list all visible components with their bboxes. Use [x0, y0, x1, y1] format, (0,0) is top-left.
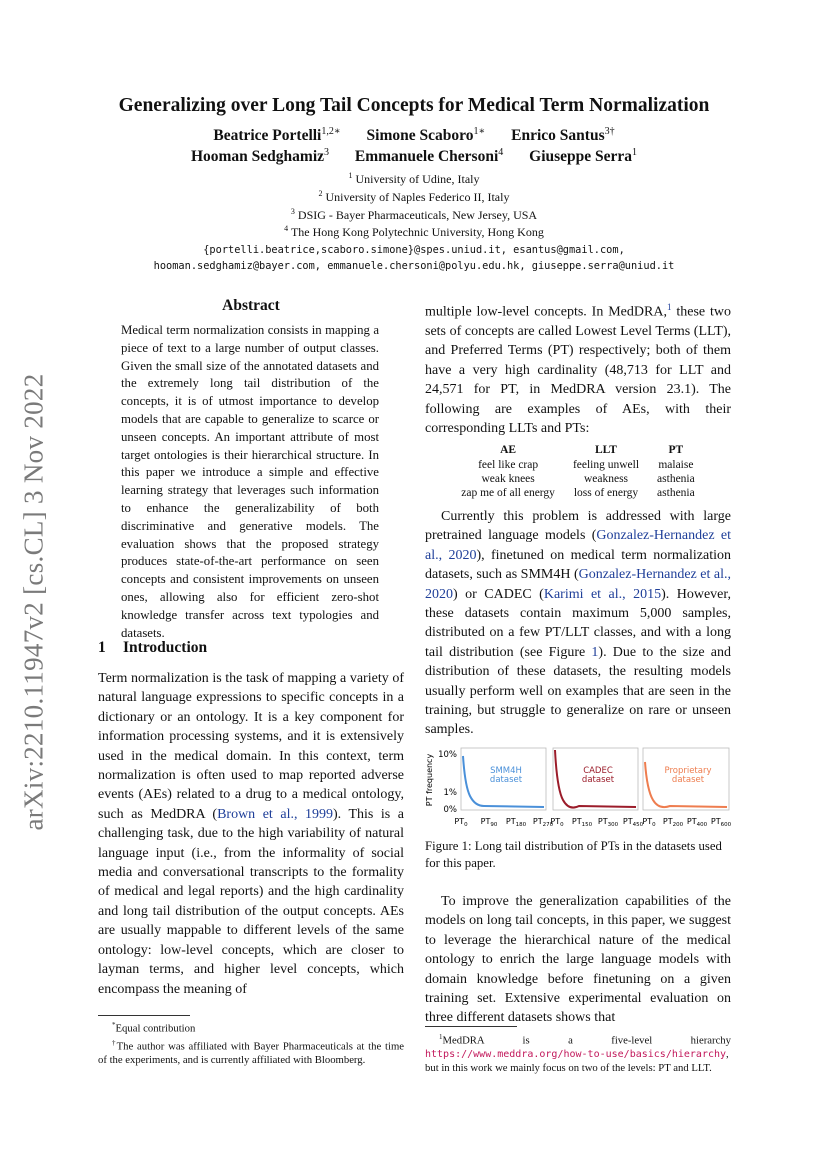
x-tick-label: $PT_0$ — [642, 817, 656, 828]
table-header: PT — [668, 444, 684, 456]
right-paragraph-1: multiple low-level concepts. In MedDRA,$^1$ these two sets of concepts are called Lowest Level Terms (LLT), and Preferred Terms (PT) respectively; both of them have a very high cardinality (48,713 for LLT and 24,571 for PT, in MedDRA version 23.1). The following are examples of AEs, with their corresponding LLTs and PTs: — [425, 302, 731, 437]
email-line: hooman.sedghamiz@bayer.com, emmanuele.chersoni@polyu.edu.hk, giuseppe.serra@uniud.it — [153, 260, 675, 272]
figure-caption: Figure 1: Long tail distribution of PTs in the datasets used for this paper. — [425, 839, 722, 870]
figure-reference[interactable]: 1 — [591, 644, 599, 660]
abstract-body: Medical term normalization consists in mapping a piece of text to a large number of output classes. Given the small size of the annotated datasets and the extremely long tail distribution of the concepts, it is of utmost importance to develop models that are capable to generalize to scarce or unseen concepts. An important attribute of most target ontologies is their hierarchical structure. In this paper we introduce a simple and effective learning strategy that leverages such information to enhance the generalizability of both discriminative and generative models. The evaluation shows that the proposed strategy produces state-of-the-art performance on seen concepts and consistent improvements on unseen ones, allowing also for efficient zero-shot knowledge transfer across text typologies and datasets. — [121, 323, 379, 640]
figure-1 — [424, 744, 734, 830]
footnote: *Equal contribution †The author was affiliated with Bayer Pharmaceuticals at the time of the experiments, and is currently affiliated with Bloomberg. — [98, 1021, 405, 1067]
panel-proprietary — [642, 748, 731, 828]
citation-link[interactable]: Gonzalez-Hernandez et al., 2020 — [425, 567, 731, 602]
x-tick-label: $PT_{300}$ — [597, 817, 619, 828]
y-tick-label: 0% — [443, 805, 457, 815]
panel-label: dataset — [489, 775, 523, 785]
affiliation: $^2$ University of Naples Federico II, Italy — [318, 189, 510, 204]
author: Simone Scaboro$^{1∗}$ — [366, 126, 486, 145]
arxiv-stamp-text: arXiv:2210.11947v2 [cs.CL] 3 Nov 2022 — [18, 373, 49, 831]
author: Emmanuele Chersoni$^4$ — [354, 147, 504, 166]
paper-title: Generalizing over Long Tail Concepts for Medical Term Normalization — [118, 95, 710, 116]
panel-label: dataset — [671, 775, 705, 785]
author: Beatrice Portelli$^{1,2∗}$ — [213, 126, 341, 145]
panel-label: dataset — [581, 775, 615, 785]
footnote-rule — [425, 1026, 517, 1027]
right-paragraph-3: To improve the generalization capabilities of the models on long tail concepts, in this paper, we suggest to leverage the hierarchical nature of the medical ontology to enrich the large language models with domain knowledge before finetuning on a given training set. Extensive experimental evaluation on three different datasets shows that — [425, 894, 731, 1026]
citation-link[interactable]: Gonzalez-Hernandez et al., 2020 — [425, 528, 731, 563]
x-tick-label: $PT_{270}$ — [532, 817, 554, 828]
citation-link[interactable]: Brown et al., 1999 — [217, 806, 334, 822]
authors-row-1 — [0, 126, 828, 145]
panel-cadec — [550, 748, 643, 828]
intro-paragraph: Term normalization is the task of mapping a variety of natural language expressions to specific concepts in a dictionary or an ontology. It is a key component for information processing systems, and it is extensively used in the medical domain. In this context, term normalization is often used to map reported adverse events (AEs) related to a drug to a medical ontology, such as MedDRA (Brown et al., 1999). This is a challenging task, due to the high variability of natural language input (i.e., from the informality of social media and conversational transcripts to the formality of medical and legal reports) and the high cardinality and long tail distribution of the output concepts. AEs are usually mappable to different levels of the same ontology: low-level concepts, which are closer to layman terms, and higher level concepts, which encompass the meaning of — [98, 671, 404, 997]
x-tick-label: $PT_{90}$ — [480, 817, 498, 828]
affiliation: $^1$ University of Udine, Italy — [348, 171, 480, 186]
x-tick-label: $PT_{450}$ — [622, 817, 644, 828]
table-row: feel like crap feeling unwell malaise — [478, 459, 694, 471]
panel-label: CADEC — [583, 766, 613, 776]
affiliation: $^4$ The Hong Kong Polytechnic University, Hong Kong — [284, 224, 544, 239]
table-row: zap me of all energy loss of energy asthenia — [461, 487, 695, 500]
panel-smm4h — [454, 748, 553, 828]
footnote-url-link[interactable]: https://www.meddra.org/how-to-use/basics/hierarchy — [425, 1049, 727, 1061]
example-table-wrap — [425, 443, 731, 501]
x-tick-label: $PT_{150}$ — [571, 817, 593, 828]
footnote-marker[interactable]: 1 — [666, 302, 672, 312]
arxiv-stamp — [4, 362, 64, 842]
table-header: AE — [500, 444, 517, 456]
affiliation: $^3$ DSIG - Bayer Pharmaceuticals, New Jersey, USA — [290, 207, 538, 222]
y-tick-label: 10% — [438, 750, 457, 760]
panel-label: Proprietary — [664, 766, 712, 776]
authors-row-2 — [0, 147, 828, 166]
table-row: weak knees weakness asthenia — [481, 473, 695, 486]
email-line: {portelli.beatrice,scaboro.simone}@spes.uniud.it, esantus@gmail.com, — [203, 244, 625, 256]
y-axis-label: PT frequency — [425, 753, 434, 807]
footnote: $^1$MedDRA is a five-level hierarchy https://www.meddra.org/how-to-use/basics/hierarchy, but in this work we mainly focus on two of the levels: PT and LLT. — [425, 1033, 731, 1074]
author: Giuseppe Serra$^1$ — [529, 147, 638, 166]
table-header: LLT — [595, 444, 617, 456]
section-title: Introduction — [123, 639, 208, 656]
author: Hooman Sedghamiz$^3$ — [190, 147, 330, 166]
x-tick-label: $PT_{200}$ — [662, 817, 684, 828]
right-paragraph-2: Currently this problem is addressed with large pretrained language models (Gonzalez-Hernandez et al., 2020), finetuned on medical term normalization datasets, such as SMM4H (Gonzalez-Hernandez et al., 2020) or CADEC (Karimi et al., 2015). However, these datasets contain maximum 5,000 samples, distributed on a few PT/LLT classes, and with a long tail distribution (see Figure 1). Due to the size and distribution of these datasets, the resulting models usually perform well on examples that are seen in the training, but struggle to generalize on rare or unseen samples. — [425, 509, 732, 738]
footnote-rule — [98, 1015, 190, 1016]
author: Enrico Santus$^{3\dagger}$ — [511, 126, 615, 145]
x-tick-label: $PT_0$ — [454, 817, 468, 828]
citation-link[interactable]: Karimi et al., 2015 — [543, 586, 662, 602]
panel-label: SMM4H — [490, 766, 522, 776]
example-table — [452, 443, 703, 501]
x-tick-label: $PT_{180}$ — [505, 817, 527, 828]
abstract-heading: Abstract — [222, 297, 280, 314]
y-tick-label: 1% — [443, 788, 457, 798]
x-tick-label: $PT_{600}$ — [710, 817, 732, 828]
x-tick-label: $PT_0$ — [550, 817, 564, 828]
section-heading — [98, 639, 207, 657]
x-tick-label: $PT_{400}$ — [686, 817, 708, 828]
section-number: 1 — [98, 639, 106, 656]
